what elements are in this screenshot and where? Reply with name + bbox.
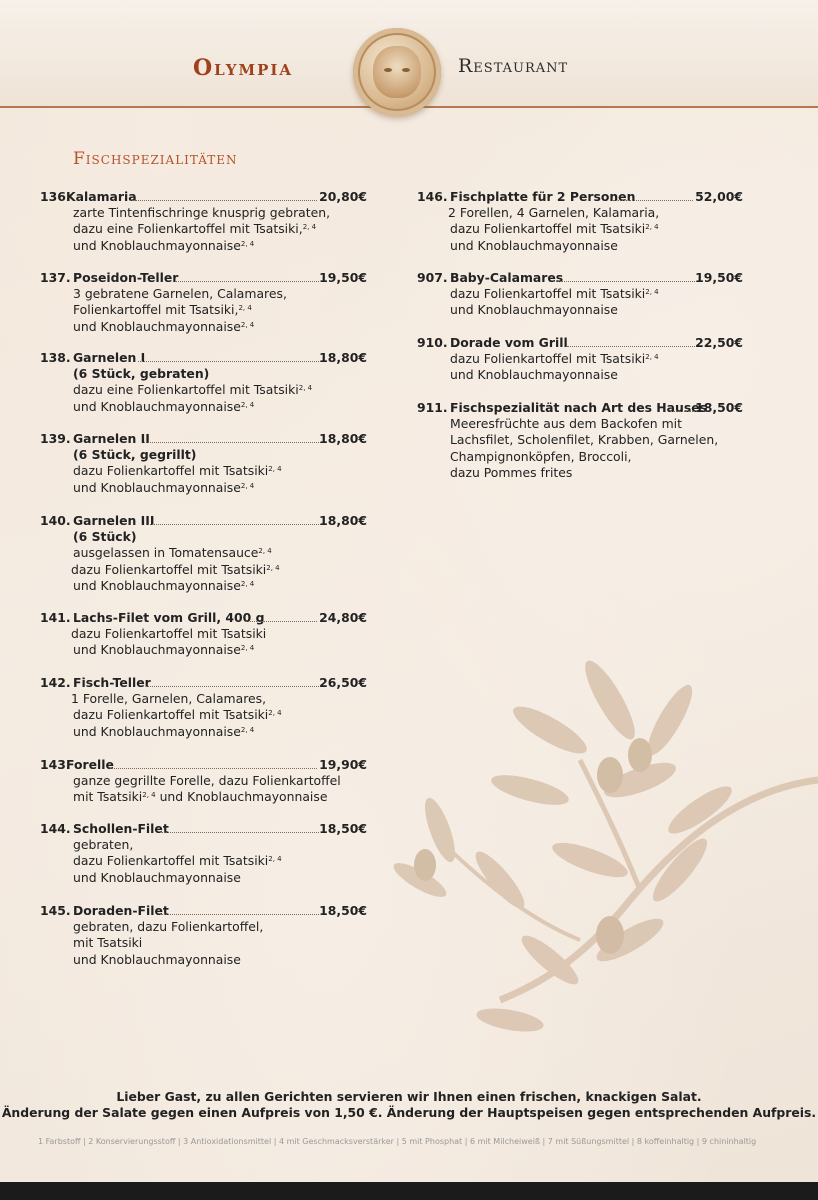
item-price: 52,00€ — [695, 189, 743, 204]
item-number: 143. — [40, 757, 71, 772]
item-price: 24,80€ — [319, 610, 367, 625]
item-price: 18,50€ — [319, 821, 367, 836]
item-price: 18,50€ — [695, 400, 743, 415]
item-desc: ganze gegrillte Forelle, dazu Folienkartoffel — [73, 773, 341, 788]
allergen-mark: 2, 4 — [645, 223, 659, 232]
menu-item — [40, 270, 367, 335]
item-desc: dazu eine Folienkartoffel mit Tsatsiki, — [73, 221, 303, 237]
item-desc: Folienkartoffel mit Tsatsiki, — [73, 302, 239, 318]
item-desc: und Knoblauchmayonnaise — [73, 237, 241, 253]
allergen-footnotes: 1 Farbstoff | 2 Konservierungsstoff | 3 Antioxidationsmittel | 4 mit Geschmacksverstärker | 5 mit Phosphat | 6 mit Milcheiweiß | 7 mit Süßungsmittel | 8 koffeinhaltig | 9 chininhaltig — [38, 1137, 757, 1146]
menu-item — [40, 675, 367, 740]
item-number: 144. — [40, 821, 71, 836]
item-number: 910. — [417, 335, 448, 350]
item-number: 142. — [40, 675, 71, 690]
item-desc: dazu Folienkartoffel mit Tsatsiki — [450, 221, 646, 237]
item-desc: dazu Folienkartoffel mit Tsatsiki — [73, 707, 269, 723]
leader-dots — [553, 281, 697, 282]
item-number: 137. — [40, 270, 71, 285]
item-price: 26,50€ — [319, 675, 367, 690]
item-name: Fisch-Teller — [73, 675, 151, 690]
leader-dots — [567, 346, 699, 347]
item-desc: ausgelassen in Tomatensauce — [73, 545, 259, 561]
item-desc: und Knoblauchmayonnaise — [450, 302, 618, 318]
item-number: 141. — [40, 610, 71, 625]
leader-dots — [144, 442, 321, 443]
brand-subtitle: Restaurant — [458, 55, 569, 77]
bottom-bar — [0, 1182, 818, 1200]
leader-dots — [160, 914, 319, 915]
menu-item — [417, 335, 743, 384]
item-desc: dazu Pommes frites — [450, 464, 573, 480]
item-desc: und Knoblauchmayonnaise — [73, 642, 241, 658]
item-price: 19,50€ — [695, 270, 743, 285]
olive-branch-icon — [380, 640, 818, 1040]
leader-dots — [138, 361, 321, 362]
item-desc: mit Tsatsiki — [73, 935, 143, 951]
item-price: 19,90€ — [319, 757, 367, 772]
allergen-mark: 2, 4 — [240, 320, 255, 329]
item-desc: Meeresfrüchte aus dem Backofen mit — [450, 416, 682, 431]
item-desc: dazu Folienkartoffel mit Tsatsiki — [450, 286, 646, 301]
item-name: Garnelen II — [73, 431, 150, 446]
item-desc: Champignonköpfen, Broccoli, — [450, 448, 632, 464]
item-name: Doraden-Filet — [73, 903, 169, 918]
item-price: 19,50€ — [319, 270, 367, 285]
leader-dots — [673, 411, 697, 412]
allergen-mark: 2, 4 — [142, 791, 156, 800]
allergen-mark: 2, 4 — [266, 563, 280, 572]
item-desc: und Knoblauchmayonnaise — [73, 577, 241, 593]
allergen-mark: 2, 4 — [240, 579, 255, 588]
item-name: Dorade vom Grill — [450, 335, 568, 350]
menu-item — [40, 189, 367, 254]
allergen-mark: 2, 4 — [240, 400, 255, 409]
allergen-mark: 2, 4 — [645, 288, 659, 296]
footer-salad-note: Lieber Gast, zu allen Gerichten servieren wir Ihnen einen frischen, knackigen Salat. — [116, 1089, 702, 1104]
item-name: Garnelen I — [73, 350, 146, 365]
menu-item — [40, 821, 367, 886]
menu-item — [40, 610, 367, 659]
allergen-mark: 2, 4 — [240, 644, 255, 653]
item-desc: und Knoblauchmayonnaise — [159, 789, 328, 805]
leader-dots — [175, 281, 319, 282]
footer-surcharge-note: Änderung der Salate gegen einen Aufpreis von 1,50 €. Änderung der Hauptspeisen gegen entsprechenden Aufpreis. — [1, 1105, 817, 1120]
allergen-mark: 2, 4 — [258, 547, 272, 556]
item-name: Schollen-Filet — [73, 821, 169, 836]
allergen-mark: 2, 4 — [298, 384, 313, 393]
menu-item — [40, 350, 367, 415]
item-desc: 2 Forellen, 4 Garnelen, Kalamaria, — [448, 205, 660, 220]
item-name: Fischspezialität nach Art des Hauses — [450, 400, 708, 415]
item-desc: dazu Folienkartoffel mit Tsatsiki — [73, 463, 269, 479]
allergen-mark: 2, 4 — [645, 353, 659, 361]
item-desc: mit Tsatsiki — [73, 789, 143, 805]
item-desc: dazu Folienkartoffel mit Tsatsiki — [71, 561, 267, 577]
item-desc: und Knoblauchmayonnaise — [73, 479, 241, 495]
leader-dots — [148, 524, 321, 525]
allergen-mark: 2, 4 — [240, 239, 255, 248]
item-number: 145. — [40, 903, 71, 918]
item-desc: und Knoblauchmayonnaise — [450, 237, 618, 253]
item-price: 18,80€ — [319, 350, 367, 365]
leader-dots — [160, 832, 319, 833]
item-desc: und Knoblauchmayonnaise — [73, 951, 241, 967]
item-price: 20,80€ — [319, 189, 367, 204]
item-desc: 3 gebratene Garnelen, Calamares, — [73, 286, 287, 301]
leader-dots — [130, 200, 317, 201]
item-desc: dazu eine Folienkartoffel mit Tsatsiki — [73, 382, 299, 398]
item-number: 146. — [417, 189, 448, 204]
medusa-medallion-icon — [353, 28, 441, 116]
item-name: Fischplatte für 2 Personen — [450, 189, 636, 204]
item-desc: Lachsfilet, Scholenfilet, Krabben, Garnelen, — [450, 432, 719, 448]
menu-item — [417, 270, 743, 319]
item-name: Lachs-Filet vom Grill, 400 g — [73, 610, 265, 625]
allergen-mark: 2, 4 — [302, 223, 317, 232]
item-desc: und Knoblauchmayonnaise — [73, 318, 241, 334]
item-desc: (6 Stück) — [73, 529, 137, 544]
item-number: 139. — [40, 431, 71, 446]
menu-item — [40, 431, 367, 496]
item-desc: gebraten, dazu Folienkartoffel, — [73, 919, 264, 934]
item-desc: (6 Stück, gegrillt) — [73, 447, 197, 462]
allergen-mark: 2, 4 — [238, 304, 252, 313]
menu-item — [40, 903, 367, 968]
menu-item — [417, 400, 743, 481]
allergen-mark: 2, 4 — [268, 465, 282, 474]
item-name: Baby-Calamares — [450, 270, 564, 285]
item-number: 911. — [417, 400, 448, 415]
item-desc: dazu Folienkartoffel mit Tsatsiki — [450, 351, 646, 366]
menu-item — [40, 513, 367, 594]
leader-dots — [110, 768, 317, 769]
item-desc: und Knoblauchmayonnaise — [73, 398, 241, 414]
item-name: Forelle — [66, 757, 114, 772]
allergen-mark: 2, 4 — [240, 481, 255, 490]
section-title: Fischspezialitäten — [73, 149, 238, 169]
item-desc: gebraten, — [73, 837, 134, 852]
item-desc: 1 Forelle, Garnelen, Calamares, — [71, 691, 267, 706]
item-desc: und Knoblauchmayonnaise — [73, 869, 241, 885]
item-desc: dazu Folienkartoffel mit Tsatsiki — [73, 853, 269, 869]
item-number: 136. — [40, 189, 71, 204]
leader-dots — [146, 686, 319, 687]
item-price: 18,80€ — [319, 513, 367, 528]
item-price: 22,50€ — [695, 335, 743, 350]
item-desc: und Knoblauchmayonnaise — [450, 367, 618, 383]
brand-name: Olympia — [193, 55, 293, 81]
item-name: Poseidon-Teller — [73, 270, 179, 285]
item-name: Garnelen III — [73, 513, 155, 528]
item-desc: zarte Tintenfischringe knusprig gebraten, — [73, 205, 331, 220]
item-number: 138. — [40, 350, 71, 365]
allergen-mark: 2, 4 — [268, 709, 282, 718]
leader-dots — [613, 200, 693, 201]
item-desc: und Knoblauchmayonnaise — [73, 723, 241, 739]
item-price: 18,80€ — [319, 431, 367, 446]
item-number: 907. — [417, 270, 448, 285]
item-desc: (6 Stück, gebraten) — [73, 366, 210, 381]
item-desc: dazu Folienkartoffel mit Tsatsiki — [71, 626, 267, 641]
allergen-mark: 2, 4 — [268, 855, 282, 864]
item-name: Kalamaria — [66, 189, 137, 204]
menu-item — [417, 189, 743, 254]
item-price: 18,50€ — [319, 903, 367, 918]
allergen-mark: 2, 4 — [240, 725, 255, 734]
item-number: 140. — [40, 513, 71, 528]
leader-dots — [245, 621, 317, 622]
menu-item — [40, 757, 367, 806]
